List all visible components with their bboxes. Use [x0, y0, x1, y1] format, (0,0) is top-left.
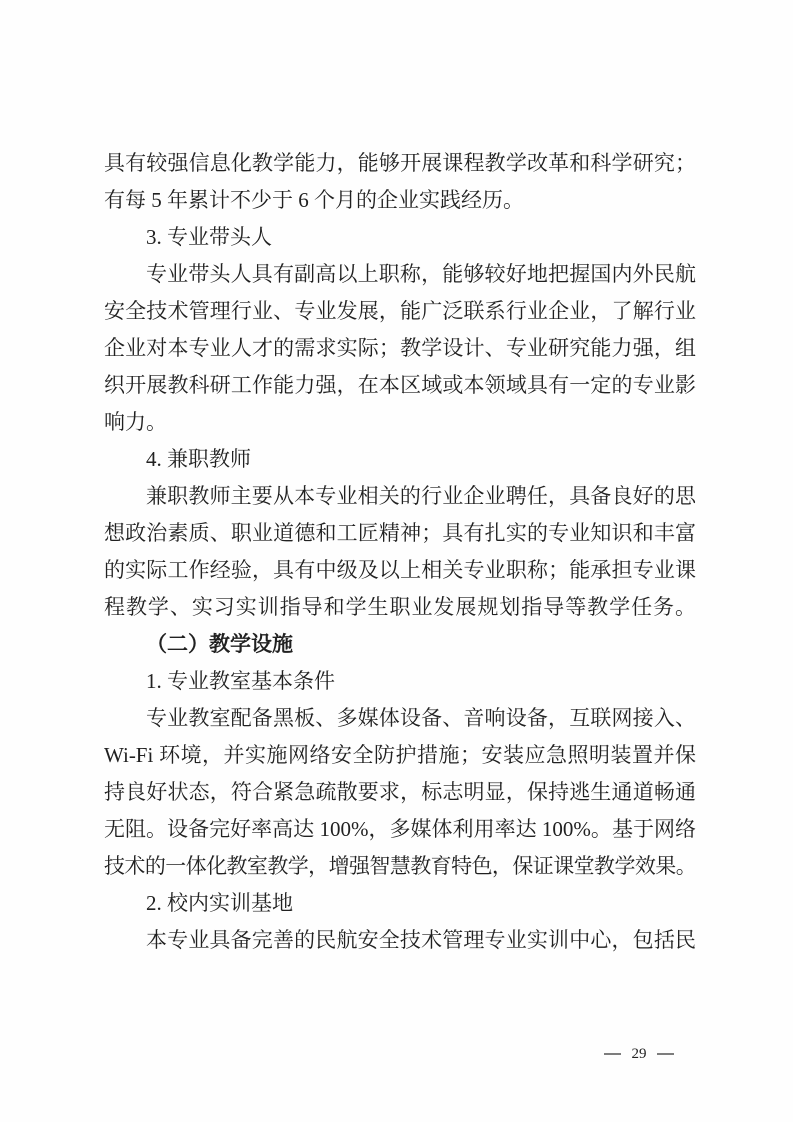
text-line: 无阻。设备完好率高达 100%，多媒体利用率达 100%。基于网络	[104, 817, 696, 841]
text-line: 想政治素质、职业道德和工匠精神；具有扎实的专业知识和丰富	[104, 521, 696, 545]
text-line: 持良好状态，符合紧急疏散要求，标志明显，保持逃生通道畅通	[104, 780, 696, 804]
page-number-dash-left	[604, 1053, 621, 1055]
text-line: 安全技术管理行业、专业发展，能广泛联系行业企业，了解行业	[104, 299, 696, 323]
text-line: 专业教室配备黑板、多媒体设备、音响设备，互联网接入、	[146, 706, 696, 730]
text-line: Wi-Fi 环境，并实施网络安全防护措施；安装应急照明装置并保	[104, 743, 696, 767]
text-line: 本专业具备完善的民航安全技术管理专业实训中心，包括民	[146, 928, 696, 952]
text-line: 的实际工作经验，具有中级及以上相关专业职称；能承担专业课	[104, 558, 696, 582]
page-number: 29	[631, 1046, 647, 1062]
subsection-heading-2: 2. 校内实训基地	[146, 891, 293, 915]
text-line: 程教学、实习实训指导和学生职业发展规划指导等教学任务。	[104, 595, 696, 619]
text-line: 具有较强信息化教学能力，能够开展课程教学改革和科学研究；	[104, 151, 696, 175]
text-line: 技术的一体化教室教学，增强智慧教育特色，保证课堂教学效果。	[104, 854, 696, 878]
subsection-heading-4: 4. 兼职教师	[146, 447, 251, 471]
section-heading-teaching-facilities: （二）教学设施	[146, 632, 293, 656]
text-line: 专业带头人具有副高以上职称，能够较好地把握国内外民航	[146, 262, 696, 286]
document-body	[104, 145, 696, 959]
page-footer	[604, 1046, 674, 1062]
subsection-heading-3: 3. 专业带头人	[146, 225, 272, 249]
subsection-heading-1: 1. 专业教室基本条件	[146, 669, 335, 693]
text-line: 响力。	[104, 410, 167, 434]
text-line: 兼职教师主要从本专业相关的行业企业聘任，具备良好的思	[146, 484, 696, 508]
text-line: 织开展教科研工作能力强，在本区域或本领域具有一定的专业影	[104, 373, 696, 397]
text-line: 企业对本专业人才的需求实际；教学设计、专业研究能力强，组	[104, 336, 696, 360]
page-number-dash-right	[657, 1053, 674, 1055]
text-line: 有每 5 年累计不少于 6 个月的企业实践经历。	[104, 188, 524, 212]
